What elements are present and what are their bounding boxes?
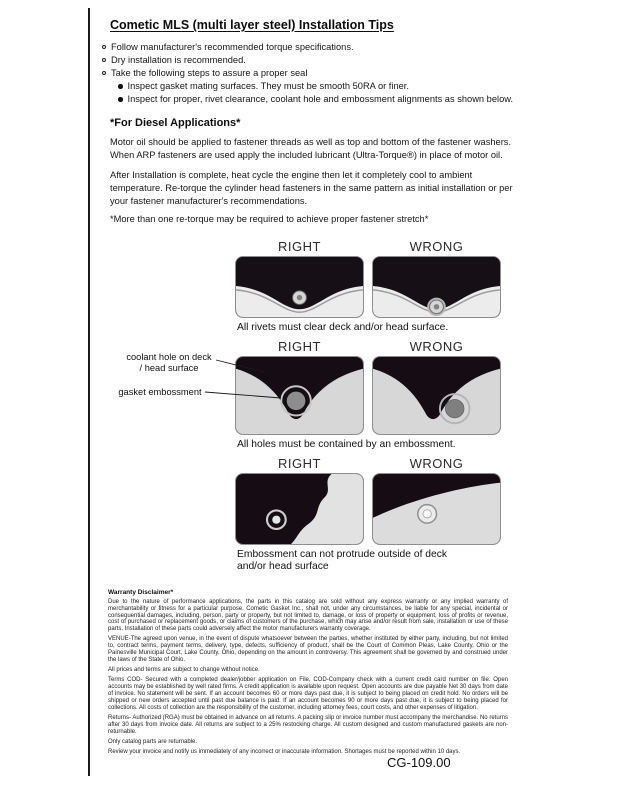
embossment-containment-row — [96, 339, 608, 451]
right-wrong-labels — [235, 239, 501, 254]
page-content — [96, 12, 608, 759]
rivet-caption: All rivets must clear deck and/or head surface. — [237, 322, 449, 333]
right-label: RIGHT — [278, 339, 321, 354]
protrusion-wrong-image — [372, 473, 501, 545]
wrong-label: WRONG — [409, 239, 464, 254]
page-left-rule — [88, 8, 90, 776]
sub-list-item-text: Inspect for proper, rivet clearance, coolant hole and embossment alignments as shown below. — [127, 94, 514, 104]
disclaimer-paragraph: Due to the nature of performance applications, the parts in this catalog are sold without any express warranty or any implied warranty of merchantability or fitness for a particular purpose. Cometic Gasket Inc., shall not, under any circumstances, be liable for any special, incidental or consequential damages, including, person, party or property, but not limited to, damage, or loss of property or equipment, loss of profits or revenue, cost of purchased or replacement goods, or claims of customers of the purchase, which may arise and/or result from sale, installation or use of these parts. Installation of these parts could adversely affect the motor manufacturers warranty coverage. — [108, 599, 508, 633]
protrusion-right-image — [235, 473, 364, 545]
venue-paragraph: VENUE-The agreed upon venue, in the event of dispute whatsoever between the parties, whether instituted by either party, including, but not limited to, contract terms, payment terms, delivery, type, defects, sufficiency of product, shall be the Court of Common Pleas, Lake County, Ohio or the Painesville Municipal Court, Lake County, Ohio, depending on the amount in controversy. This agreement shall be governed by and construed under the laws of the State of Ohio. — [108, 636, 508, 663]
disclaimer-heading: Warranty Disclaimer* — [108, 589, 174, 596]
diesel-applications-heading: *For Diesel Applications* — [110, 117, 241, 129]
coolant-hole-callout: coolant hole on deck / head surface — [126, 352, 212, 373]
dot-bullet-icon — [118, 97, 123, 102]
circle-bullet-icon — [102, 58, 106, 62]
gasket-embossment-callout: gasket embossment — [118, 387, 202, 397]
hole-containment-caption: All holes must be contained by an embossment. — [237, 439, 456, 450]
rivet-wrong-image — [372, 256, 501, 318]
motor-oil-paragraph: Motor oil should be applied to fastener threads as well as top and bottom of the fastener washers. When ARP fasteners are used apply the included lubricant (Ultra-Torque®) in place of motor oil. — [110, 137, 512, 160]
right-wrong-labels — [235, 339, 501, 354]
list-item — [102, 54, 608, 67]
returns-paragraph: Returns- Authorized (RGA) must be obtained in advance on all returns. A packing slip or invoice number must accompany the merchandise. No returns after 30 days from invoice date. All returns are subject to a 25% restocking charge. All custom designed and custom manufactured gaskets are non-returnable. — [108, 714, 508, 735]
wrong-label: WRONG — [409, 339, 464, 354]
hole-containment-right-image — [235, 356, 364, 435]
list-item-text: Follow manufacturer's recommended torque specifications. — [111, 42, 354, 52]
embossment-protrusion-row — [96, 456, 608, 573]
right-label: RIGHT — [278, 239, 321, 254]
terms-paragraph: Terms COD- Secured with a completed dealer/jobber application on File, COD-Company check with a current credit card number on file. Open accounts may be established by well rated firms. A credit application is available upon request. Open accounts are due payable Net 30 days from date of invoice. No statement will be sent. If an account becomes 60 or more days past due, it is subject to being placed on credit hold. No orders will be shipped or new orders accepted until past due balance is paid. If an account becomes 90 or more days past due, it is subject to being placed for collections. All costs of collection are the responsibility of the customer, including attorney fees, court costs, and other expenses of litigation. — [108, 677, 508, 711]
list-item — [102, 67, 608, 80]
warranty-disclaimer — [108, 589, 508, 756]
retorque-note: *More than one re-torque may be required to achieve proper fastener stretch* — [110, 214, 429, 224]
returnable-note: Only catalog parts are returnable. — [108, 738, 198, 745]
circle-bullet-icon — [102, 45, 106, 49]
page-title: Cometic MLS (multi layer steel) Installation Tips — [110, 18, 394, 32]
list-item — [102, 41, 608, 54]
prices-paragraph: All prices and terms are subject to change without notice. — [108, 667, 260, 674]
circle-bullet-icon — [102, 71, 106, 75]
list-item-text: Dry installation is recommended. — [111, 55, 246, 65]
protrusion-caption: Embossment can not protrude outside of deck and/or head surface — [237, 549, 448, 572]
dot-bullet-icon — [118, 84, 123, 89]
rivet-right-image — [235, 256, 364, 318]
rivet-clearance-row — [96, 239, 608, 334]
sub-list-item-text: Inspect gasket mating surfaces. They must be smooth 50RA or finer. — [127, 81, 409, 91]
invoice-review-note: Review your invoice and notify us immediately of any incorrect or inaccurate information. Shortages must be reported within 10 days. — [108, 749, 461, 756]
right-label: RIGHT — [278, 456, 321, 471]
wrong-label: WRONG — [409, 456, 464, 471]
list-item-text: Take the following steps to assure a proper seal — [111, 68, 308, 78]
hole-containment-wrong-image — [372, 356, 501, 435]
sub-list-item — [118, 93, 608, 106]
installation-tips-list — [102, 41, 608, 106]
sub-list-item — [118, 80, 608, 93]
right-wrong-labels — [235, 456, 501, 471]
diagram-section — [96, 239, 608, 573]
retorque-paragraph: After Installation is complete, heat cycle the engine then let it completely cool to ambient temperature. Re-torque the cylinder head fasteners in the same pattern as initial installation or per your fastener manufacturer's recommendations. — [110, 170, 513, 206]
page-number: CG-109.00 — [387, 755, 451, 770]
